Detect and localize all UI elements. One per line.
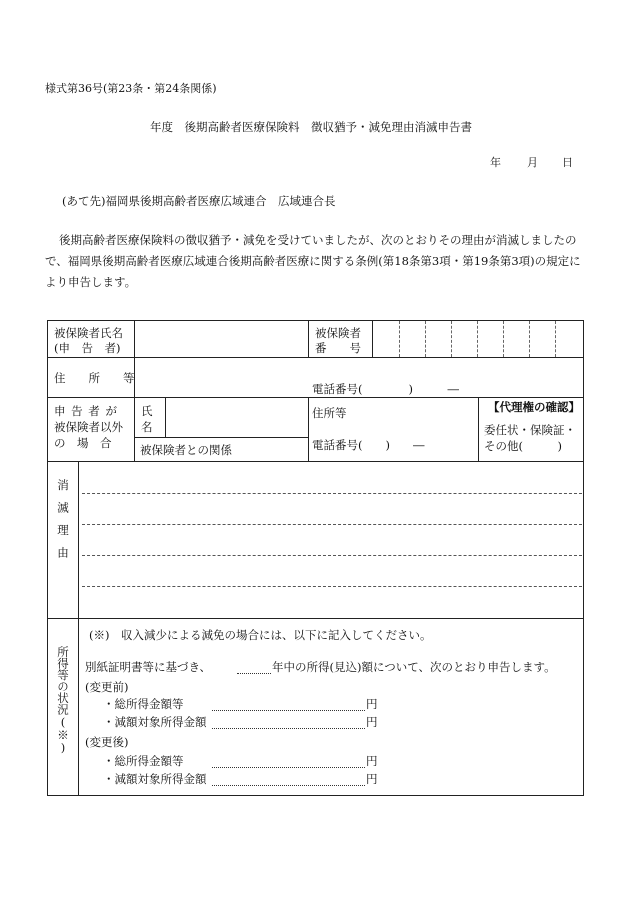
date-year: 年: [490, 156, 501, 169]
before-target-income-label: ・減額対象所得金額: [103, 715, 207, 729]
after-total-income-field[interactable]: [212, 751, 365, 767]
intro-line-1: 後期高齢者医療保険料の徴収猶予・減免を受けていましたが、次のとおりその理由が消滅しましたの: [59, 233, 577, 247]
phone-label: 電話番号( ) ―: [312, 382, 459, 396]
before-change-label: (変更前): [85, 680, 129, 694]
applicant-address-label: 住所等: [312, 406, 347, 420]
applicant-name-field[interactable]: [167, 398, 307, 436]
date-month: 月: [527, 156, 538, 169]
insured-name-label: 被保険者氏名: [54, 326, 123, 340]
after-target-income-field[interactable]: [212, 769, 365, 785]
addressee: (あて先)福岡県後期高齢者医療広域連合 広域連合長: [62, 194, 336, 208]
date-day: 日: [562, 156, 573, 169]
reason-label: 消滅理由: [56, 479, 70, 569]
relation-label: 被保険者との関係: [140, 443, 232, 457]
yen-unit-2: 円: [366, 715, 378, 729]
intro-line-2: で、福岡県後期高齢者医療広域連合後期高齢者医療に関する条例(第18条第3項・第19条第3項)の規定に: [45, 254, 581, 268]
insured-number-label: 被保険者: [315, 326, 361, 340]
document-title: 年度 後期高齢者医療保険料 徴収猶予・減免理由消滅申告書: [150, 120, 472, 134]
reason-field[interactable]: [82, 466, 580, 614]
income-note: (※) 収入減少による減免の場合には、以下に記入してください。: [89, 628, 432, 642]
after-target-income-label: ・減額対象所得金額: [103, 772, 207, 786]
before-total-income-label: ・総所得金額等: [103, 697, 184, 711]
applicant-name-label-1: 氏: [141, 404, 153, 418]
income-status-label: 所得等の状況(※): [56, 646, 70, 755]
other-applicant-label-3: の 場 合: [54, 436, 112, 450]
income-intro-b: 年中の所得(見込)額について、次のとおり申告します。: [272, 660, 556, 674]
applicant-phone-label: 電話番号( ) ―: [312, 438, 425, 452]
other-applicant-label-1: 申 告 者 が: [54, 404, 118, 418]
proxy-check-label: 【代理権の確認】: [488, 400, 580, 414]
address-field[interactable]: [136, 358, 582, 382]
other-applicant-label-2: 被保険者以外: [54, 420, 123, 434]
form-number: 様式第36号(第23条・第24条関係): [45, 82, 217, 95]
applicant-name-label-2: 名: [141, 420, 153, 434]
address-label: 住 所 等: [54, 371, 135, 385]
proxy-options-2: その他( ): [484, 439, 562, 453]
before-total-income-field[interactable]: [212, 694, 365, 710]
insured-number-sublabel: 番 号: [315, 341, 361, 355]
insured-name-field[interactable]: [136, 322, 306, 356]
proxy-options-1: 委任状・保険証・: [484, 423, 576, 437]
after-total-income-label: ・総所得金額等: [103, 754, 184, 768]
intro-line-3: より申告します。: [45, 275, 137, 289]
declaration-form: [47, 320, 584, 796]
before-target-income-field[interactable]: [212, 712, 365, 728]
yen-unit-4: 円: [366, 772, 378, 786]
income-year-field[interactable]: [237, 657, 271, 673]
after-change-label: (変更後): [85, 735, 129, 749]
insured-number-field[interactable]: [374, 322, 582, 356]
insured-name-sublabel: (申 告 者): [54, 341, 121, 355]
relation-field[interactable]: [238, 438, 306, 460]
yen-unit-1: 円: [366, 697, 378, 711]
income-intro-a: 別紙証明書等に基づき、: [85, 660, 212, 674]
intro-paragraph: [45, 230, 585, 293]
yen-unit-3: 円: [366, 754, 378, 768]
